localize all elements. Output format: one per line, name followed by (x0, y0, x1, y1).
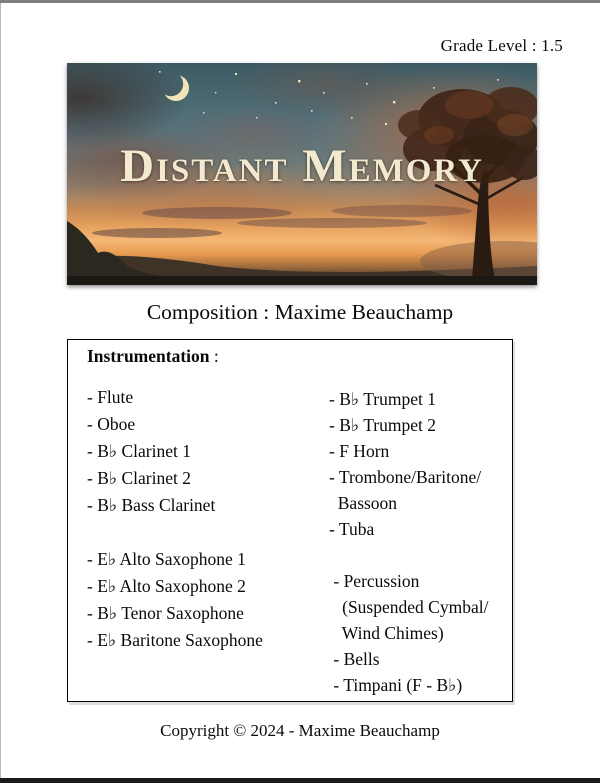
instrument-line: - B♭ Trumpet 2 (329, 415, 436, 435)
instrument-line: - E♭ Baritone Saxophone (87, 630, 263, 650)
grade-level-text: Grade Level : 1.5 (440, 36, 563, 55)
instrument-line: - Flute (87, 387, 134, 407)
composition-credit: Composition : Maxime Beauchamp (146, 300, 454, 324)
crescent-moon-icon (163, 75, 189, 101)
instrument-line: - Percussion (329, 571, 420, 591)
instrumentation-heading (87, 346, 219, 367)
instrument-line: - B♭ Tenor Saxophone (87, 603, 244, 623)
instrument-line: - B♭ Trumpet 1 (329, 389, 436, 409)
instrument-line: - B♭ Clarinet 2 (87, 468, 192, 488)
viewer-bottom-edge (0, 778, 600, 783)
instrumentation-heading-label: Instrumentation (87, 346, 210, 366)
viewer-top-edge (0, 0, 600, 3)
instrument-line: - E♭ Alto Saxophone 2 (87, 576, 246, 596)
instrument-line: - Oboe (87, 414, 136, 434)
instrument-line: Wind Chimes) (329, 623, 444, 643)
instrument-line: - E♭ Alto Saxophone 1 (87, 549, 246, 569)
instrument-line: - B♭ Bass Clarinet (87, 495, 216, 515)
instrument-line: Bassoon (329, 493, 398, 513)
instrument-line: - B♭ Clarinet 1 (87, 441, 192, 461)
cover-title: Distant Memory (120, 140, 484, 192)
foreground-shadow (67, 276, 537, 285)
horizon-streak-clouds (92, 205, 472, 243)
instrument-line: - Tuba (329, 519, 375, 539)
instrument-line: - Timpani (F - B♭) (329, 675, 463, 695)
cover-image (67, 63, 537, 285)
instrumentation-box (67, 339, 513, 702)
instrument-line: - F Horn (329, 441, 390, 461)
viewer-left-edge (0, 3, 1, 778)
instrument-line (87, 519, 263, 546)
instrument-list-right (329, 386, 488, 698)
instrumentation-heading-colon: : (209, 346, 219, 366)
instrument-line: - Bells (329, 649, 380, 669)
instrument-line (329, 542, 488, 568)
instrument-list-left (87, 384, 263, 654)
instrument-line: - Trombone/Baritone/ (329, 467, 482, 487)
copyright-text: Copyright © 2024 - Maxime Beauchamp (160, 721, 440, 740)
instrument-line: (Suspended Cymbal/ (329, 597, 489, 617)
